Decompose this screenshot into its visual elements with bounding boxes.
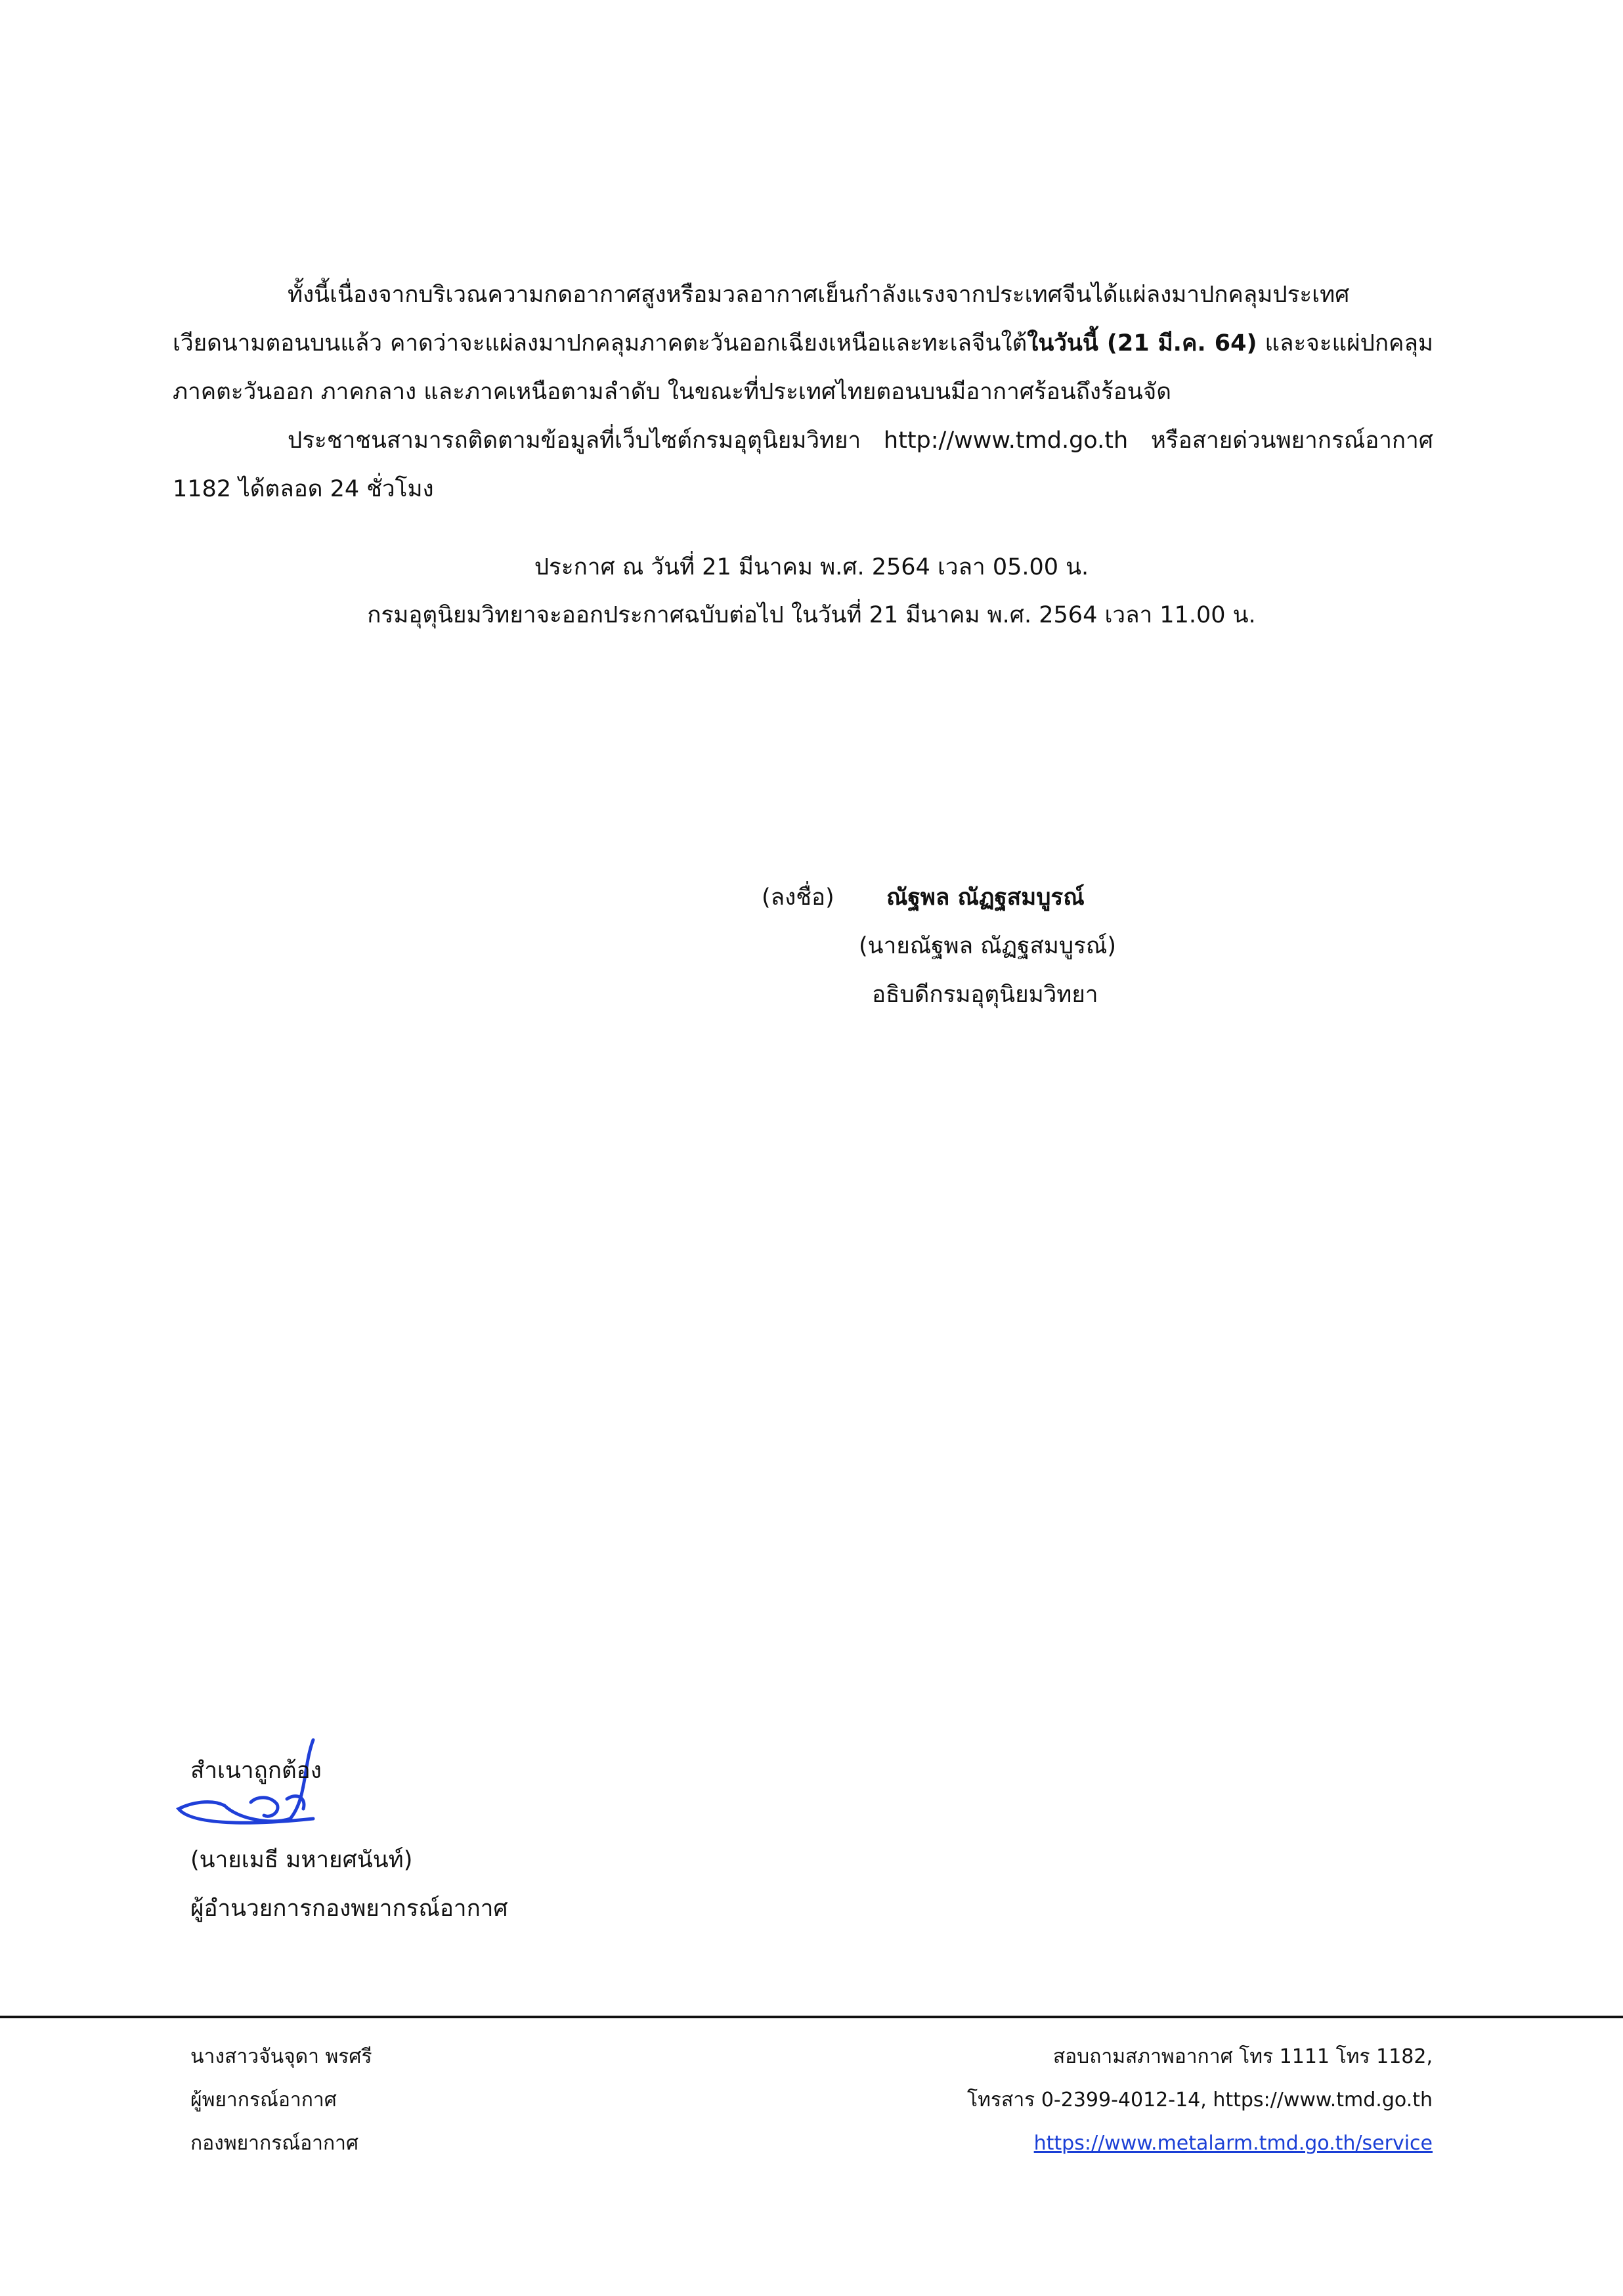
- contact-fax-website: โทรสาร 0-2399-4012-14, https://www.tmd.go.th: [967, 2089, 1433, 2112]
- announcement-next-issue: กรมอุตุนิยมวิทยาจะออกประกาศฉบับต่อไป ในวันที่ 21 มีนาคม พ.ศ. 2564 เวลา 11.00 น.: [367, 602, 1256, 628]
- footer-divider: [0, 2016, 1623, 2018]
- body-paragraph-1: [173, 271, 1433, 416]
- contact-phone: สอบถามสภาพอากาศ โทร 1111 โทร 1182,: [1052, 2045, 1433, 2068]
- forecaster-role: ผู้พยากรณ์อากาศ: [190, 2089, 337, 2112]
- paragraph-1-text: ทั้งนี้เนื่องจากบริเวณความกดอากาศสูงหรือมวลอากาศเย็นกำลังแรงจากประเทศจีนได้แผ่ลงมาปกคลุมประเทศเวียดนามตอนบนแล้ว คาดว่าจะแผ่ลงมาปกคลุมภาคตะวันออกเฉียงเหนือและทะเลจีนใต้: [173, 282, 1350, 357]
- paragraph-2-text: ประชาชนสามารถติดตามข้อมูลที่เว็บไซต์กรมอุตุนิยมวิทยา http://www.tmd.go.th หรือสายด่วนพยากรณ์อากาศ 1182 ได้ตลอด 24 ชั่วโมง: [173, 427, 1433, 502]
- forecaster-name: นางสาวจันจุดา พรศรี: [190, 2045, 372, 2068]
- paragraph-1-bold-date: ในวันนี้ (21 มี.ค. 64): [1027, 330, 1257, 357]
- forecast-division: กองพยากรณ์อากาศ: [190, 2132, 359, 2155]
- certifier-position: ผู้อำนวยการกองพยากรณ์อากาศ: [190, 1895, 508, 1922]
- service-link-row: [1034, 2122, 1433, 2165]
- body-paragraph-2: [173, 416, 1433, 513]
- certifier-name: (นายเมธี มหายศนันท์): [190, 1847, 413, 1873]
- announcement-issued: ประกาศ ณ วันที่ 21 มีนาคม พ.ศ. 2564 เวลา 05.00 น.: [534, 554, 1089, 580]
- signature-name: ณัฐพล ณัฏฐสมบูรณ์: [886, 884, 1085, 911]
- service-link[interactable]: https://www.metalarm.tmd.go.th/service: [1033, 2132, 1433, 2155]
- signatory-position: อธิบดีกรมอุตุนิยมวิทยา: [872, 982, 1098, 1008]
- certified-copy-label: สำเนาถูกต้อง: [190, 1758, 322, 1784]
- paragraph-1-text-end: และจะแผ่ปกคลุมภาคตะวันออก ภาคกลาง และภาคเหนือตามลำดับ ในขณะที่ประเทศไทยตอนบนมีอากาศร้อนถึงร้อนจัด: [173, 330, 1433, 405]
- signatory-full-name: (นายณัฐพล ณัฏฐสมบูรณ์): [859, 933, 1117, 959]
- signature-label: (ลงชื่อ): [762, 884, 834, 911]
